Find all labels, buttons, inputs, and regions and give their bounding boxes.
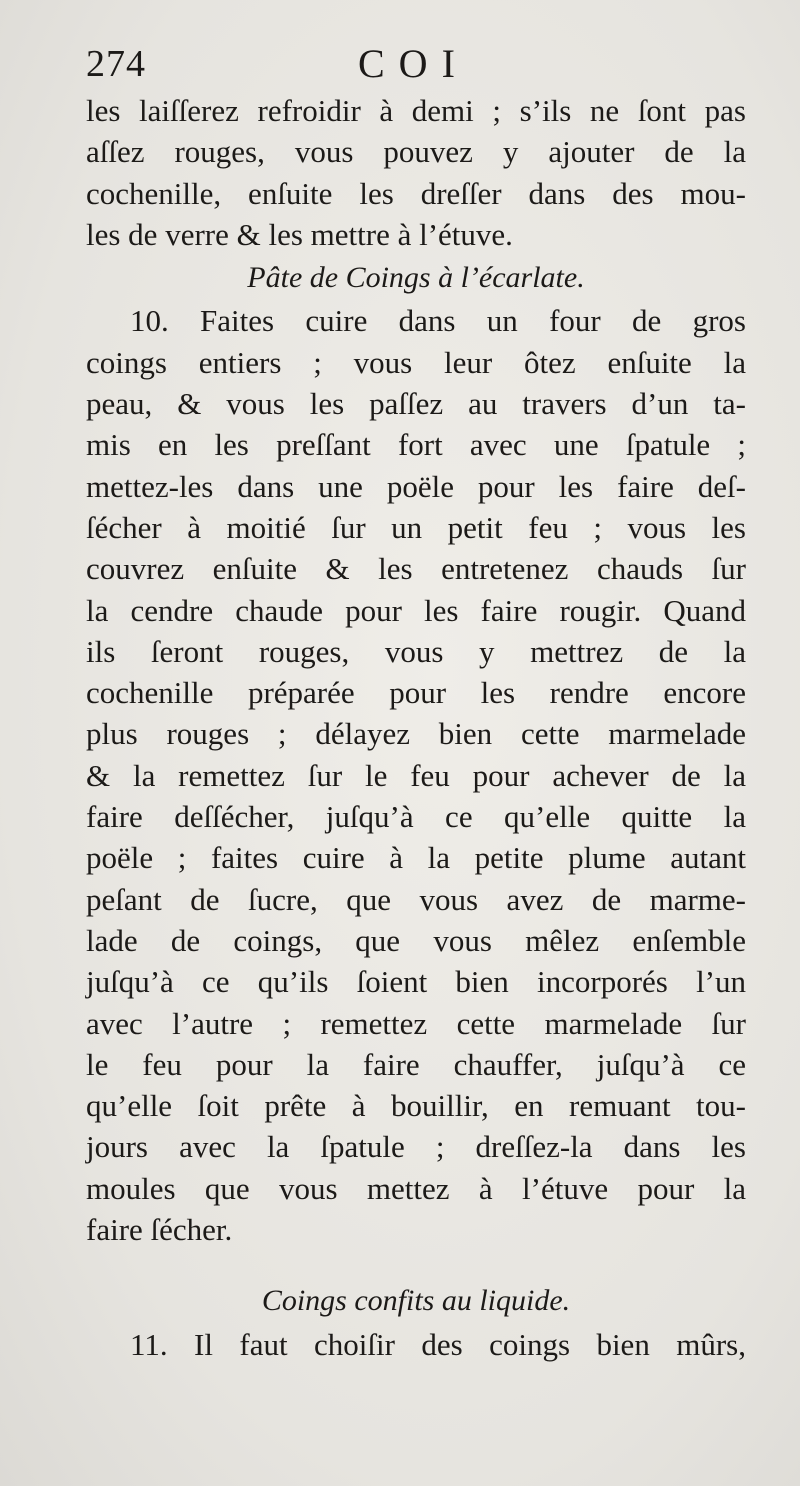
body-text: [86, 90, 746, 1365]
text-line: faire deſſécher, juſqu’à ce qu’elle quitte la: [86, 799, 746, 835]
text-line: mettez-les dans une poële pour les faire deſ-: [86, 468, 746, 504]
text-line: cochenille préparée pour les rendre encore: [86, 675, 746, 711]
text-line: aſſez rouges, vous pouvez y ajouter de la: [86, 134, 746, 170]
text-line: moules que vous mettez à l’étuve pour la: [86, 1170, 746, 1206]
text-line: peſant de ſucre, que vous avez de marme-: [86, 881, 746, 917]
text-line: ils ſeront rouges, vous y mettrez de la: [86, 633, 746, 669]
page-number: 274: [86, 43, 146, 85]
text-line: poële ; faites cuire à la petite plume autant: [86, 840, 746, 876]
paragraph-recipe-11: [86, 1324, 746, 1365]
text-line: & la remettez ſur le feu pour achever de la: [86, 757, 746, 793]
section-spacer: [86, 1250, 746, 1280]
page-header: [86, 40, 746, 92]
text-line: 11. Il faut choiſir des coings bien mûrs,: [130, 1326, 746, 1362]
text-line: ſécher à moitié ſur un petit feu ; vous les: [86, 509, 746, 545]
text-line: peau, & vous les paſſez au travers d’un ta-: [86, 386, 746, 422]
text-line: 10. Faites cuire dans un four de gros: [130, 303, 746, 339]
text-line: faire ſécher.: [86, 1212, 233, 1248]
paragraph-continuation: [86, 90, 746, 255]
paragraph-recipe-10: [86, 300, 746, 1250]
text-line: lade de coings, que vous mêlez enſemble: [86, 922, 746, 958]
text-line: plus rouges ; délayez bien cette marmelade: [86, 716, 746, 752]
text-line: la cendre chaude pour les faire rougir. Quand: [86, 592, 746, 628]
text-line: les de verre & les mettre à l’étuve.: [86, 216, 513, 252]
text-line: le feu pour la faire chauffer, juſqu’à ce: [86, 1046, 746, 1082]
text-line: mis en les preſſant fort avec une ſpatule ;: [86, 427, 746, 463]
text-line: couvrez enſuite & les entretenez chauds ſur: [86, 551, 746, 587]
section-heading: Pâte de Coings à l’écarlate.: [247, 261, 585, 295]
text-line: jours avec la ſpatule ; dreſſez-la dans les: [86, 1129, 746, 1165]
running-head: COI: [358, 41, 469, 86]
section-heading: Coings confits au liquide.: [261, 1284, 571, 1318]
text-line: coings entiers ; vous leur ôtez enſuite la: [86, 344, 746, 380]
text-line: juſqu’à ce qu’ils ſoient bien incorporés l’un: [86, 964, 746, 1000]
text-line: qu’elle ſoit prête à bouillir, en remuant tou-: [86, 1088, 746, 1124]
text-line: avec l’autre ; remettez cette marmelade ſur: [86, 1005, 746, 1041]
text-line: cochenille, enſuite les dreſſer dans des mou-: [86, 175, 746, 211]
text-line: les laiſſerez refroidir à demi ; s’ils ne ſont pas: [86, 93, 746, 128]
